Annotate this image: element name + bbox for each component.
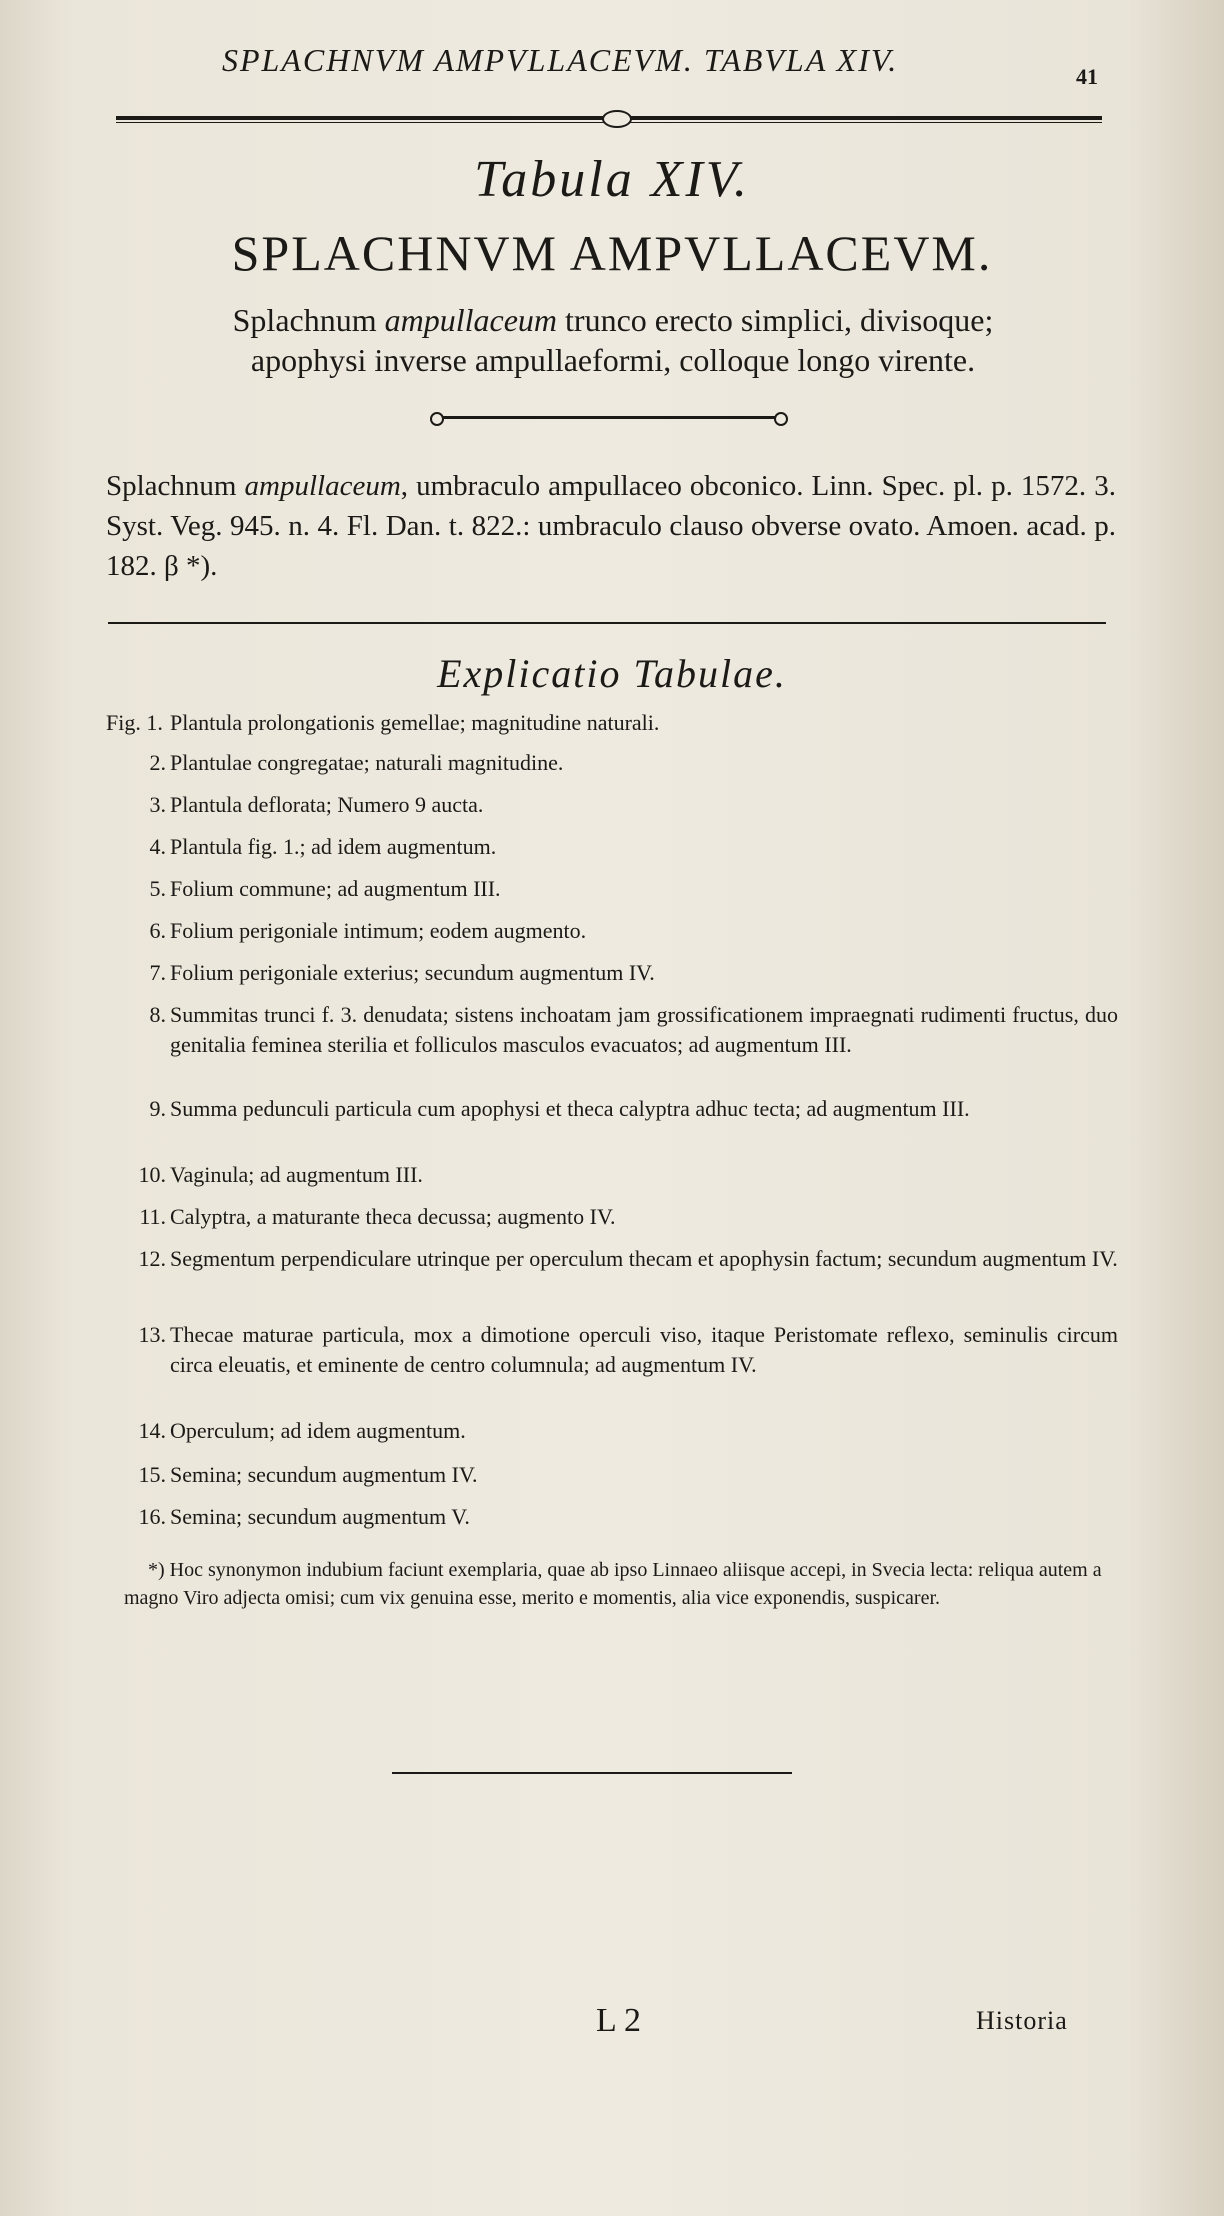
figure-number: 16.	[138, 1504, 166, 1529]
figure-number: 6.	[149, 918, 166, 943]
figure-number: 4.	[149, 834, 166, 859]
figure-number: 2.	[149, 750, 166, 775]
figure-number: Fig. 1.	[106, 710, 163, 735]
figure-text: Plantula deflorata; Numero 9 aucta.	[170, 792, 484, 817]
figure-number: 8.	[149, 1002, 166, 1027]
diagnosis-text: Splachnum	[232, 302, 385, 338]
closing-rule	[392, 1772, 792, 1774]
figure-text: Summa pedunculi particula cum apophysi et theca calyptra adhuc tecta; ad augmentum III.	[170, 1096, 970, 1121]
page-number: 41	[1076, 64, 1098, 89]
figure-number: 7.	[149, 960, 166, 985]
synonym-epithet: ampullaceum	[244, 470, 401, 502]
figure-text: Plantula fig. 1.; ad idem augmentum.	[170, 834, 497, 859]
running-head-title: SPLACHNVM AMPVLLACEVM. TABVLA XIV.	[222, 42, 899, 78]
figure-number: 13.	[138, 1322, 166, 1347]
synonym-text: Splachnum	[106, 470, 245, 502]
figure-number: 11.	[139, 1204, 166, 1229]
figure-number: 15.	[138, 1462, 166, 1487]
catchword: Historia	[976, 2006, 1068, 2035]
diagnosis-text: trunco erecto simplici, divisoque;	[557, 302, 994, 338]
diagnosis-text: apophysi inverse ampullaeformi, colloque longo virente.	[250, 342, 976, 378]
figure-number: 5.	[149, 876, 166, 901]
figure-text: Folium commune; ad augmentum III.	[170, 876, 501, 901]
figure-number: 10.	[138, 1162, 166, 1187]
figure-text: Folium perigoniale exterius; secundum augmentum IV.	[170, 960, 655, 985]
figure-text: Semina; secundum augmentum IV.	[170, 1462, 478, 1487]
diagnosis	[108, 300, 1118, 380]
figure-number: 12.	[138, 1246, 166, 1271]
ornamental-rule-small	[434, 412, 784, 424]
figure-text: Calyptra, a maturante theca decussa; augmento IV.	[170, 1204, 616, 1229]
section-rule	[108, 622, 1106, 624]
figure-text: Summitas trunci f. 3. denudata; sistens inchoatam jam grossificationem impraegnati rudimenti fructus, duo genitalia feminea sterilia et folliculos masculos evacuatos; ad augmentum III.	[170, 1002, 1118, 1057]
figure-text: Folium perigoniale intimum; eodem augmento.	[170, 918, 587, 943]
figure-text: Segmentum perpendiculare utrinque per operculum thecam et apophysin factum; secundum augmentum IV.	[170, 1246, 1118, 1271]
diagnosis-epithet: ampullaceum	[384, 302, 558, 338]
figure-text: Thecae maturae particula, mox a dimotione operculi viso, itaque Peristomate reflexo, seminulis circum circa eleuatis, et eminente de centro columnula; ad augmentum IV.	[170, 1322, 1118, 1377]
figure-text: Semina; secundum augmentum V.	[170, 1504, 470, 1529]
explicatio-title: Explicatio Tabulae.	[437, 651, 787, 696]
species-name: SPLACHNVM AMPVLLACEVM.	[231, 225, 993, 281]
figure-text: Vaginula; ad augmentum III.	[170, 1162, 423, 1187]
figure-text: Operculum; ad idem augmentum.	[170, 1418, 466, 1443]
signature-mark: L 2	[596, 2002, 642, 2039]
synonymy-paragraph	[106, 466, 1116, 586]
figure-number: 3.	[149, 792, 166, 817]
footnote: *) Hoc synonymon indubium faciunt exemplaria, quae ab ipso Linnaeo aliisque accepi, in Svecia lecta: reliqua autem a magno Viro adjecta omisi; cum vix genuina esse, merito e momentis, alia vice exponendis, suspicarer.	[124, 1559, 1102, 1609]
figure-text: Plantulae congregatae; naturali magnitudine.	[170, 750, 564, 775]
figure-number: 9.	[149, 1096, 166, 1121]
synonym-text: , umbraculo ampullaceo obconico. Linn. Spec. pl. p. 1572. 3. Syst. Veg. 945. n. 4. Fl. Dan. t. 822.: umbraculo clauso obverse ovato. Amoen. acad. p. 182. β *).	[106, 470, 1116, 582]
running-head	[0, 42, 1224, 89]
figure-number: 14.	[138, 1418, 166, 1443]
plate-title: Tabula XIV.	[474, 151, 750, 208]
figure-text: Plantula prolongationis gemellae; magnitudine naturali.	[170, 710, 660, 735]
ornamental-rule	[116, 112, 1102, 128]
